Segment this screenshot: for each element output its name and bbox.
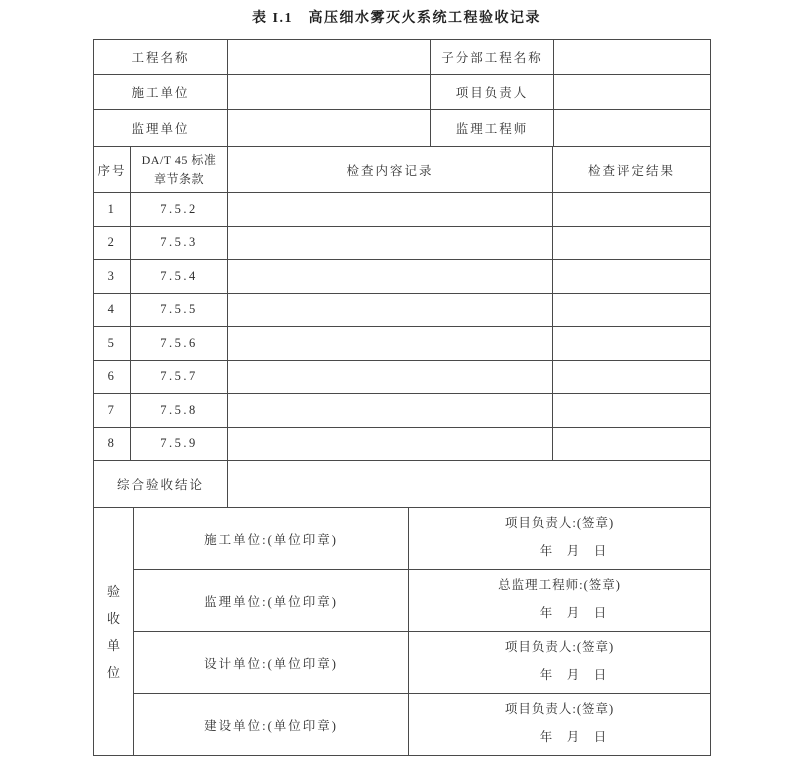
- info-row-construction: [94, 75, 711, 110]
- signature-cell: [409, 694, 711, 756]
- date-line: 年 月 日: [539, 606, 608, 620]
- clause-ref: 7.5.5: [131, 294, 228, 328]
- row-index: 5: [94, 327, 131, 361]
- table-row: [94, 227, 711, 261]
- acceptance-section: [94, 508, 711, 756]
- checklist-header-row: [94, 147, 711, 193]
- signature-cell: [409, 508, 711, 570]
- unit-stamp-cell: 监理单位:(单位印章): [134, 570, 409, 632]
- signer-label: 总监理工程师:(签章): [498, 578, 621, 592]
- content-record-cell: [228, 361, 553, 395]
- sub-project-name-label: 子分部工程名称: [431, 40, 554, 75]
- construction-unit-value-cell: [228, 75, 431, 110]
- evaluation-result-cell: [553, 428, 711, 462]
- table-row: [94, 327, 711, 361]
- supervision-unit-value-cell: [228, 110, 431, 147]
- evaluation-result-cell: [553, 327, 711, 361]
- acceptance-row-supervision: [134, 570, 711, 632]
- table-row: [94, 193, 711, 227]
- conclusion-label: 综合验收结论: [94, 461, 228, 508]
- row-index: 1: [94, 193, 131, 227]
- clause-ref: 7.5.3: [131, 227, 228, 261]
- project-name-value-cell: [228, 40, 431, 75]
- result-column-header: 检查评定结果: [553, 147, 711, 193]
- content-record-cell: [228, 428, 553, 462]
- supervision-engineer-value-cell: [554, 110, 711, 147]
- clause-header-line2: 章节条款: [153, 171, 204, 186]
- content-record-cell: [228, 260, 553, 294]
- acceptance-record-table: [93, 39, 711, 756]
- row-index: 6: [94, 361, 131, 395]
- table-row: [94, 260, 711, 294]
- row-index: 4: [94, 294, 131, 328]
- table-row: [94, 294, 711, 328]
- info-row-supervision: [94, 110, 711, 147]
- date-line: 年 月 日: [539, 544, 608, 558]
- project-leader-value-cell: [554, 75, 711, 110]
- evaluation-result-cell: [553, 294, 711, 328]
- table-row: [94, 361, 711, 395]
- conclusion-value-cell: [228, 461, 711, 508]
- table-row: [94, 428, 711, 462]
- clause-ref: 7.5.7: [131, 361, 228, 395]
- evaluation-result-cell: [553, 361, 711, 395]
- clause-column-header: [131, 147, 228, 193]
- page-title: 表 I.1 高压细水雾灭火系统工程验收记录: [252, 11, 541, 26]
- signer-label: 项目负责人:(签章): [504, 516, 615, 530]
- project-leader-label: 项目负责人: [431, 75, 554, 110]
- signature-cell: [409, 632, 711, 694]
- content-record-cell: [228, 193, 553, 227]
- acceptance-side-label-cell: [94, 508, 134, 756]
- index-column-header: 序号: [94, 147, 131, 193]
- info-row-project: [94, 40, 711, 75]
- row-index: 3: [94, 260, 131, 294]
- date-line: 年 月 日: [539, 730, 608, 744]
- clause-header-line1: DA/T 45 标准: [141, 152, 217, 167]
- supervision-unit-label: 监理单位: [94, 110, 228, 147]
- project-name-label: 工程名称: [94, 40, 228, 75]
- clause-ref: 7.5.6: [131, 327, 228, 361]
- acceptance-row-construction: [134, 508, 711, 570]
- acceptance-row-design: [134, 632, 711, 694]
- clause-ref: 7.5.8: [131, 394, 228, 428]
- signer-label: 项目负责人:(签章): [504, 640, 615, 654]
- evaluation-result-cell: [553, 193, 711, 227]
- unit-stamp-cell: 建设单位:(单位印章): [134, 694, 409, 756]
- sub-project-name-value-cell: [554, 40, 711, 75]
- signer-label: 项目负责人:(签章): [504, 702, 615, 716]
- clause-ref: 7.5.2: [131, 193, 228, 227]
- unit-stamp-cell: 设计单位:(单位印章): [134, 632, 409, 694]
- row-index: 7: [94, 394, 131, 428]
- acceptance-rows: [134, 508, 711, 756]
- unit-stamp-cell: 施工单位:(单位印章): [134, 508, 409, 570]
- content-record-cell: [228, 227, 553, 261]
- signature-cell: [409, 570, 711, 632]
- content-record-cell: [228, 294, 553, 328]
- date-line: 年 月 日: [539, 668, 608, 682]
- row-index: 8: [94, 428, 131, 462]
- clause-ref: 7.5.4: [131, 260, 228, 294]
- table-row: [94, 394, 711, 428]
- row-index: 2: [94, 227, 131, 261]
- evaluation-result-cell: [553, 260, 711, 294]
- evaluation-result-cell: [553, 394, 711, 428]
- acceptance-row-owner: [134, 694, 711, 756]
- content-column-header: 检查内容记录: [228, 147, 553, 193]
- conclusion-row: [94, 461, 711, 508]
- content-record-cell: [228, 394, 553, 428]
- supervision-engineer-label: 监理工程师: [431, 110, 554, 147]
- construction-unit-label: 施工单位: [94, 75, 228, 110]
- acceptance-side-label: 验收单位: [106, 583, 120, 680]
- evaluation-result-cell: [553, 227, 711, 261]
- content-record-cell: [228, 327, 553, 361]
- clause-ref: 7.5.9: [131, 428, 228, 462]
